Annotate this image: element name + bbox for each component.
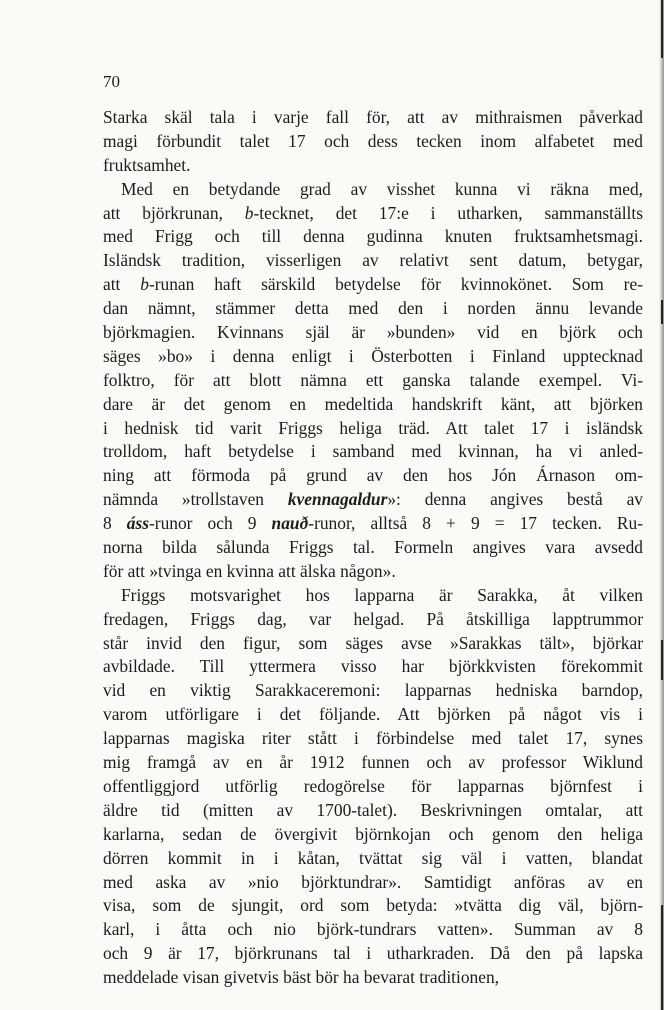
text-line [103, 560, 643, 584]
text-line [103, 106, 643, 130]
text-line [103, 202, 643, 226]
text-line [103, 225, 643, 249]
text-segment: Starka skäl tala i varje fall för, att av mithraismen påverkad [103, 107, 643, 127]
text-segment: äldre tid (mitten av 1700-talet). Beskrivningen omtalar, att [103, 799, 643, 820]
text-segment: fredagen, Friggs dag, var helgad. På åtskilliga lapptrummor [103, 608, 643, 629]
text-line [103, 130, 643, 154]
italic-term: b [140, 274, 149, 295]
text-line [103, 464, 643, 488]
text-line [103, 942, 643, 966]
text-line [103, 751, 643, 775]
text-line [103, 273, 643, 297]
text-segment: varom utförligare i det följande. Att björken på något vis i [103, 704, 643, 725]
page-number: 70 [103, 72, 120, 91]
text-line [103, 703, 643, 727]
text-line [103, 512, 643, 536]
text-segment: säges »bo» i denna enligt i Österbotten i Finland upptecknad [103, 345, 643, 366]
text-segment: lapparnas magiska riter stått i förbindelse med talet 17, synes [103, 728, 643, 749]
text-segment: att [103, 274, 141, 295]
text-segment: dare är det genom en medeltida handskrift känt, att björken [103, 393, 643, 414]
text-segment: med Frigg och till denna gudinna knuten fruktsamhetsmagi. [103, 226, 643, 247]
text-segment: vid en viktig Sarakkaceremoni: lapparnas hedniska barndop, [103, 680, 643, 701]
text-segment: står invid den figur, som säges avse »Sarakkas tält», björkar [103, 632, 643, 653]
text-segment: nämnda »trollstaven [103, 489, 288, 510]
text-segment: norna bilda sålunda Friggs tal. Formeln angives vara avsedd [103, 537, 643, 558]
text-line [103, 799, 643, 823]
text-segment: 8 [103, 513, 127, 534]
text-segment: -tecknet, det 17:e i utharken, sammanställts [253, 202, 643, 223]
text-segment: -runor, alltså 8 + 9 = 17 tecken. Ru- [308, 513, 643, 534]
text-line [103, 632, 643, 656]
text-segment: trolldom, haft betydelse i samband med kvinnan, ha vi anled- [103, 441, 643, 462]
text-segment: dan nämnt, stämmer detta med den i norden ännu levande [103, 298, 643, 319]
text-segment: att björkrunan, [103, 202, 245, 223]
text-line [103, 297, 643, 321]
italic-term: kvennagaldur [287, 489, 388, 510]
text-segment: -runor och 9 [149, 513, 272, 534]
text-segment: folktro, för att blott nämna ett ganska talande exempel. Vi- [103, 369, 643, 390]
text-line [103, 178, 643, 202]
page-edge-mark [661, 905, 663, 1010]
text-line [103, 894, 643, 918]
page-edge-mark [661, 640, 663, 680]
text-segment: ning att förmoda på grund av den hos Jón Árnason om- [103, 465, 643, 486]
text-line [103, 727, 643, 751]
text-segment: för att »tvinga en kvinna att älska någon». [103, 560, 396, 581]
page-edge-mark [661, 0, 663, 58]
text-segment: dörren kommit in i kåtan, tvättat sig väl i vatten, blandat [103, 847, 643, 868]
text-segment: visa, som de sjungit, ord som betyda: »tvätta dig väl, björn- [103, 895, 643, 916]
text-segment: magi förbundit talet 17 och dess tecken inom alfabetet med [103, 130, 643, 151]
text-segment: -runan haft särskild betydelse för kvinnokönet. Som re- [148, 274, 643, 295]
text-segment: offentliggjord utförlig redogörelse för lapparnas björnfest i [103, 775, 643, 796]
text-line [103, 154, 643, 178]
text-segment: karl, i åtta och nio björk-tundrars vatten». Summan av 8 [103, 919, 643, 940]
italic-term: b [244, 202, 254, 223]
text-line [103, 823, 643, 847]
text-segment: och 9 är 17, björkrunans tal i utharkraden. Då den på lapska [103, 943, 643, 964]
page-edge-shadow [659, 0, 664, 1010]
text-segment: i hednisk tid varit Friggs heliga träd. Att talet 17 i isländsk [103, 417, 643, 438]
text-line [103, 488, 643, 512]
text-line [103, 679, 643, 703]
text-line [103, 584, 643, 608]
text-line [103, 847, 643, 871]
text-segment: Isländsk tradition, visserligen av relativt sent datum, betygar, [103, 250, 643, 271]
text-line [103, 655, 643, 679]
italic-term: nauð [271, 513, 309, 534]
text-line [103, 345, 643, 369]
text-segment: karlarna, sedan de övergivit björnkojan och genom den heliga [103, 823, 643, 844]
text-segment: med aska av »nio björktundrar». Samtidigt anföras av en [103, 871, 643, 892]
text-line [103, 966, 643, 990]
text-line [103, 321, 643, 345]
text-segment: meddelade visan givetvis bäst bör ha bevarat traditionen, [103, 967, 499, 988]
text-line [103, 775, 643, 799]
text-line [103, 417, 643, 441]
text-segment: fruktsamhet. [103, 154, 191, 175]
text-line [103, 393, 643, 417]
text-line [103, 918, 643, 942]
text-line [103, 608, 643, 632]
text-segment: »: denna angives bestå av [387, 489, 643, 510]
text-segment: björkmagien. Kvinnans själ är »bunden» vid en björk och [103, 322, 643, 343]
text-segment: Med en betydande grad av visshet kunna vi räkna med, [121, 178, 643, 199]
text-segment: avbildade. Till yttermera visso har björkkvisten förekommit [103, 656, 643, 677]
italic-term: áss [126, 513, 150, 534]
page-edge-mark [661, 300, 663, 324]
text-line [103, 536, 643, 560]
text-segment: mig framgå av en år 1912 funnen och av professor Wiklund [103, 752, 643, 773]
text-line [103, 871, 643, 895]
text-line [103, 369, 643, 393]
text-line [103, 440, 643, 464]
text-line [103, 249, 643, 273]
text-segment: Friggs motsvarighet hos lapparna är Sarakka, åt vilken [121, 584, 643, 605]
body-text [103, 106, 643, 990]
